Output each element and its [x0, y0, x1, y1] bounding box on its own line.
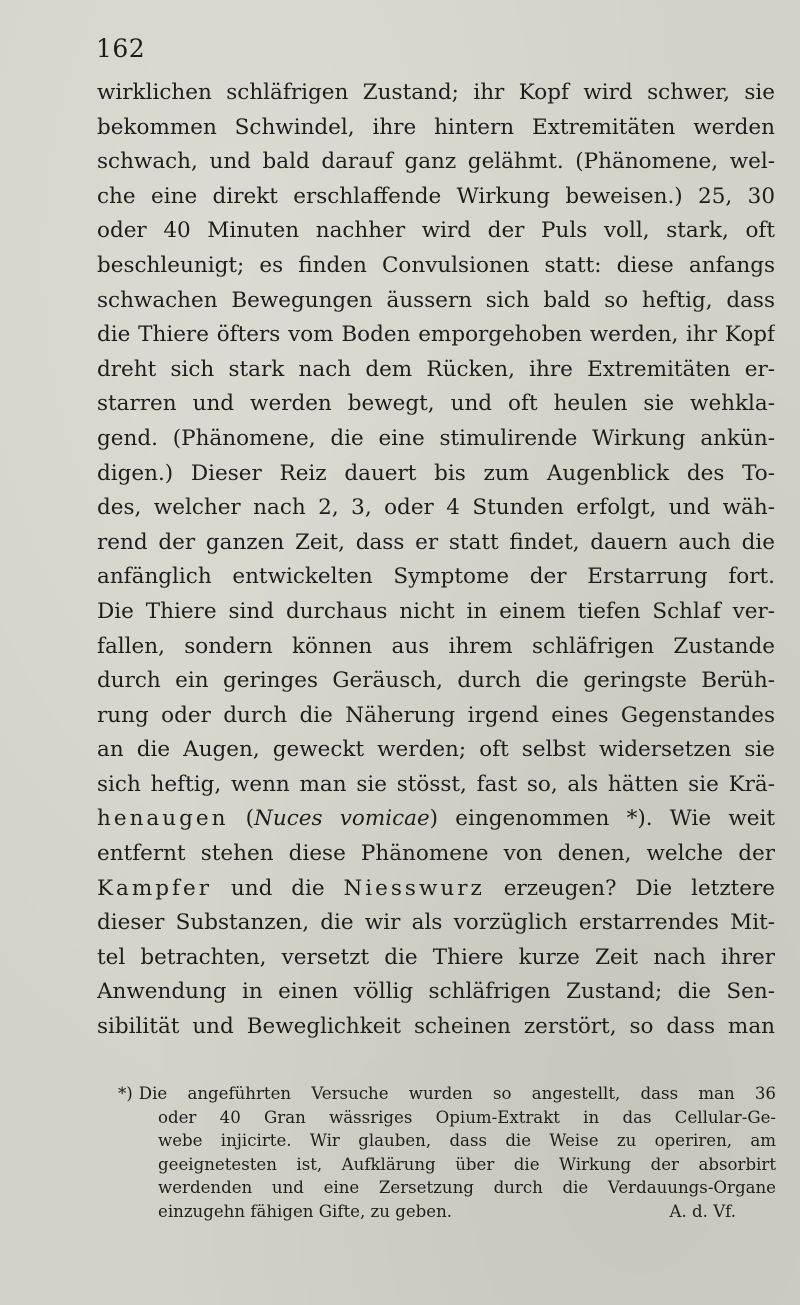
paren-open: (	[245, 806, 255, 832]
footnote-text: Die angeführten Versuche wurden so angestellt, dass man 36	[138, 1084, 776, 1103]
text-line: entfernt stehen diese Phänomene von denen, welche der	[97, 841, 775, 867]
text-line: digen.) Dieser Reiz dauert bis zum Augenblick des To-	[97, 460, 775, 486]
text-line: oder 40 Minuten nachher wird der Puls voll, stark, oft	[97, 218, 775, 244]
line-rest: ) eingenommen *). Wie weit	[429, 806, 775, 832]
line-middle: und die	[230, 875, 325, 901]
text-line: sich heftig, wenn man sie stösst, fast so, als hätten sie Krä-	[97, 771, 775, 797]
text-line: wirklichen schläfrigen Zustand; ihr Kopf wird schwer, sie	[97, 80, 775, 105]
footnote-marker: *)	[118, 1084, 133, 1103]
footnote-line: webe injicirte. Wir glauben, dass die Weise zu operiren, am	[158, 1131, 776, 1151]
text-line: die Thiere öfters vom Boden emporgehoben werden, ihr Kopf	[97, 322, 775, 348]
text-line: Die Thiere sind durchaus nicht in einem tiefen Schlaf ver-	[97, 598, 775, 624]
text-line-with-spaced-words	[97, 872, 775, 907]
footnote-text: einzugehn fähigen Gifte, zu geben.	[158, 1201, 453, 1221]
text-line: des, welcher nach 2, 3, oder 4 Stunden erfolgt, und wäh-	[97, 495, 775, 521]
text-line: Anwendung in einen völlig schläfrigen Zustand; die Sen-	[97, 979, 775, 1005]
spaced-word: henaugen	[97, 806, 229, 832]
footnote-line: werdenden und eine Zersetzung durch die Verdauungs-Organe	[158, 1178, 776, 1198]
text-line: durch ein geringes Geräusch, durch die geringste Berüh-	[97, 668, 775, 694]
text-line: an die Augen, geweckt werden; oft selbst widersetzen sie	[97, 737, 775, 763]
spaced-word-kampfer: Kampfer	[97, 875, 212, 901]
footnote-line: geeignetesten ist, Aufklärung über die Wirkung der absorbirt	[158, 1154, 776, 1174]
text-line: che eine direkt erschlaffende Wirkung beweisen.) 25, 30	[97, 183, 775, 209]
text-line: sibilität und Beweglichkeit scheinen zerstört, so dass man	[97, 1014, 775, 1040]
spaced-word-niesswurz: Niesswurz	[343, 875, 485, 901]
text-line: dreht sich stark nach dem Rücken, ihre Extremitäten er-	[97, 356, 775, 382]
line-rest: erzeugen? Die letztere	[503, 875, 775, 901]
body-text	[97, 76, 775, 1045]
text-line: fallen, sondern können aus ihrem schläfrigen Zustande	[97, 633, 775, 659]
text-line: rung oder durch die Näherung irgend eines Gegenstandes	[97, 702, 775, 728]
text-line: schwach, und bald darauf ganz gelähmt. (Phänomene, wel-	[97, 149, 775, 175]
text-line: schwachen Bewegungen äussern sich bald so heftig, dass	[97, 287, 775, 313]
footnote-last-line	[118, 1200, 776, 1224]
footnote-line	[118, 1082, 776, 1106]
text-line: tel betrachten, versetzt die Thiere kurze Zeit nach ihrer	[97, 944, 775, 970]
text-line: bekommen Schwindel, ihre hintern Extremitäten werden	[97, 114, 775, 140]
text-line: rend der ganzen Zeit, dass er statt findet, dauern auch die	[97, 529, 775, 555]
text-line: anfänglich entwickelten Symptome der Erstarrung fort.	[97, 564, 775, 590]
text-line: gend. (Phänomene, die eine stimulirende Wirkung ankün-	[97, 425, 775, 451]
text-line-with-italic-term	[97, 802, 775, 837]
text-line: starren und werden bewegt, und oft heulen sie wehkla-	[97, 391, 775, 417]
text-line: dieser Substanzen, die wir als vorzüglich erstarrendes Mit-	[97, 910, 775, 936]
text-line: beschleunigt; es finden Convulsionen statt: diese anfangs	[97, 252, 775, 278]
italic-term: Nuces vomicae	[254, 806, 430, 832]
page-number: 162	[96, 34, 146, 63]
author-signature: A. d. Vf.	[669, 1201, 736, 1221]
footnote	[118, 1082, 776, 1224]
footnote-line: oder 40 Gran wässriges Opium-Extrakt in das Cellular-Ge-	[158, 1107, 776, 1127]
